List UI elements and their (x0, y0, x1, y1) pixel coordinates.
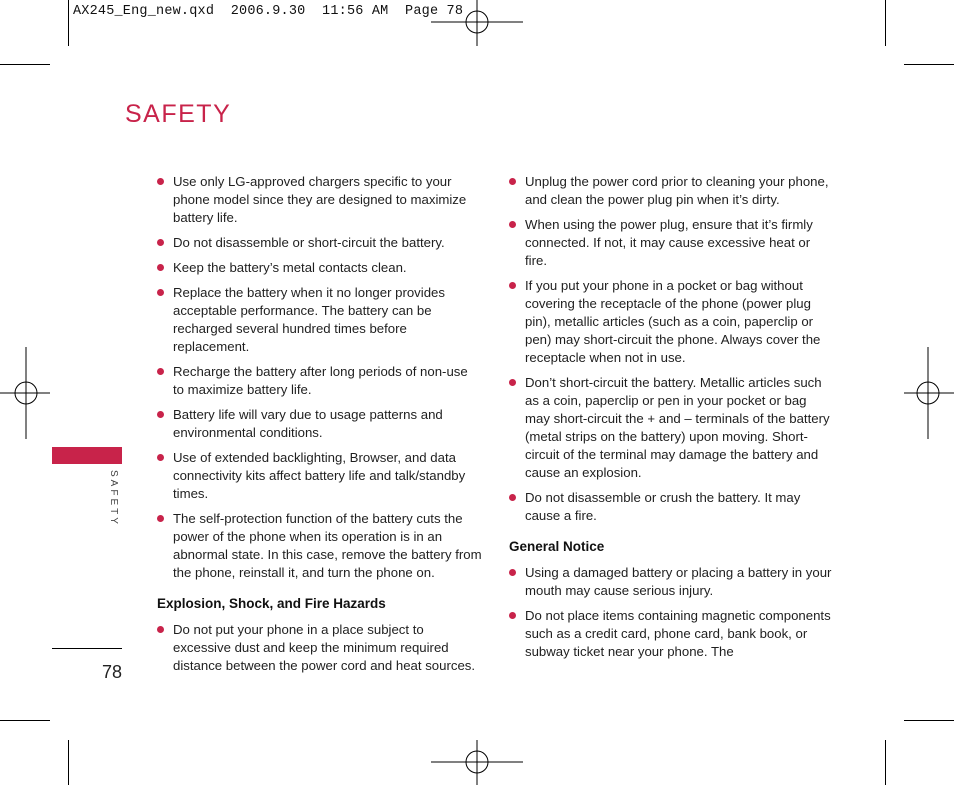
list-item (509, 607, 834, 661)
bullet-icon (509, 612, 516, 619)
list-item-text: Use only LG-approved chargers specific to your phone model since they are designed to maximize battery life. (173, 174, 467, 225)
list-item-text: Do not put your phone in a place subject to excessive dust and keep the minimum required distance between the power cord and heat sources. (173, 622, 476, 673)
list-item-text: Recharge the battery after long periods of non-use to maximize battery life. (173, 364, 468, 397)
list-item-text: Do not place items containing magnetic components such as a credit card, phone card, bank book, or subway ticket near your phone. The (525, 608, 831, 659)
registration-mark-icon (0, 347, 50, 439)
bullet-icon (509, 569, 516, 576)
registration-mark-icon (904, 347, 954, 439)
list-item-text: The self-protection function of the battery cuts the power of the phone when its operation is in an abnormal state. In this case, remove the battery from the phone, reinstall it, and turn the phone on. (173, 511, 482, 580)
list-item (509, 489, 834, 525)
bullet-icon (157, 411, 164, 418)
bullet-icon (157, 264, 164, 271)
crop-mark (0, 64, 50, 65)
list-item-text: Do not disassemble or short-circuit the battery. (173, 235, 445, 250)
bullet-icon (157, 626, 164, 633)
crop-mark (68, 0, 69, 46)
page-number: 78 (101, 662, 122, 682)
list-item (509, 374, 834, 482)
bullet-icon (509, 282, 516, 289)
bullet-icon (157, 368, 164, 375)
list-item (157, 406, 482, 442)
list-item-text: If you put your phone in a pocket or bag without covering the receptacle of the phone (power plug pin), metallic articles (such as a coin, paperclip or pen) may short-circuit the phone. Always cover the receptacle when not in use. (525, 278, 821, 365)
bullet-list (509, 564, 834, 661)
list-item (157, 621, 482, 675)
right-column (509, 173, 834, 668)
list-item (157, 173, 482, 227)
list-item (157, 363, 482, 399)
list-item-text: Do not disassemble or crush the battery. It may cause a fire. (525, 490, 801, 523)
page-title: SAFETY (125, 100, 232, 128)
section-heading: General Notice (509, 539, 605, 554)
section-tab-bar (52, 447, 122, 464)
page-number-rule (52, 648, 122, 649)
bullet-icon (509, 178, 516, 185)
list-item-text: Using a damaged battery or placing a battery in your mouth may cause serious injury. (525, 565, 832, 598)
bullet-icon (157, 454, 164, 461)
crop-mark (0, 720, 50, 721)
bullet-icon (509, 221, 516, 228)
list-item (509, 173, 834, 209)
bullet-icon (509, 379, 516, 386)
list-item (157, 259, 482, 277)
list-item-text: Use of extended backlighting, Browser, and data connectivity kits affect battery life and talk/standby times. (173, 450, 466, 501)
crop-mark (885, 0, 886, 46)
section-heading: Explosion, Shock, and Fire Hazards (157, 596, 386, 611)
registration-mark-icon (431, 0, 523, 46)
list-item (509, 216, 834, 270)
crop-mark (885, 740, 886, 785)
list-item-text: Battery life will vary due to usage patterns and environmental conditions. (173, 407, 443, 440)
list-item-text: When using the power plug, ensure that it’s firmly connected. If not, it may cause excessive heat or fire. (525, 217, 813, 268)
registration-mark-icon (431, 740, 523, 785)
list-item (157, 449, 482, 503)
bullet-icon (157, 289, 164, 296)
section-tab-label: SAFETY (108, 470, 119, 527)
print-slug: AX245_Eng_new.qxd 2006.9.30 11:56 AM Page 78 (73, 4, 464, 19)
list-item-text: Unplug the power cord prior to cleaning your phone, and clean the power plug pin when it’s dirty. (525, 174, 829, 207)
crop-mark (68, 740, 69, 785)
crop-mark (904, 64, 954, 65)
list-item (157, 510, 482, 582)
bullet-list (509, 173, 834, 525)
list-item-text: Replace the battery when it no longer provides acceptable performance. The battery can be recharged several hundred times before replacement. (173, 285, 445, 354)
list-item-text: Keep the battery’s metal contacts clean. (173, 260, 407, 275)
list-item (509, 277, 834, 367)
bullet-icon (509, 494, 516, 501)
list-item (157, 234, 482, 252)
crop-mark (904, 720, 954, 721)
bullet-icon (157, 239, 164, 246)
bullet-icon (157, 515, 164, 522)
bullet-list (157, 621, 482, 675)
list-item-text: Don’t short-circuit the battery. Metallic articles such as a coin, paperclip or pen in your pocket or bag may short-circuit the + and – terminals of the battery (metal strips on the battery) upon moving. Short-circuit of the terminal may damage the battery and cause an explosion. (525, 375, 830, 480)
list-item (157, 284, 482, 356)
bullet-icon (157, 178, 164, 185)
left-column (157, 173, 482, 682)
list-item (509, 564, 834, 600)
bullet-list (157, 173, 482, 582)
